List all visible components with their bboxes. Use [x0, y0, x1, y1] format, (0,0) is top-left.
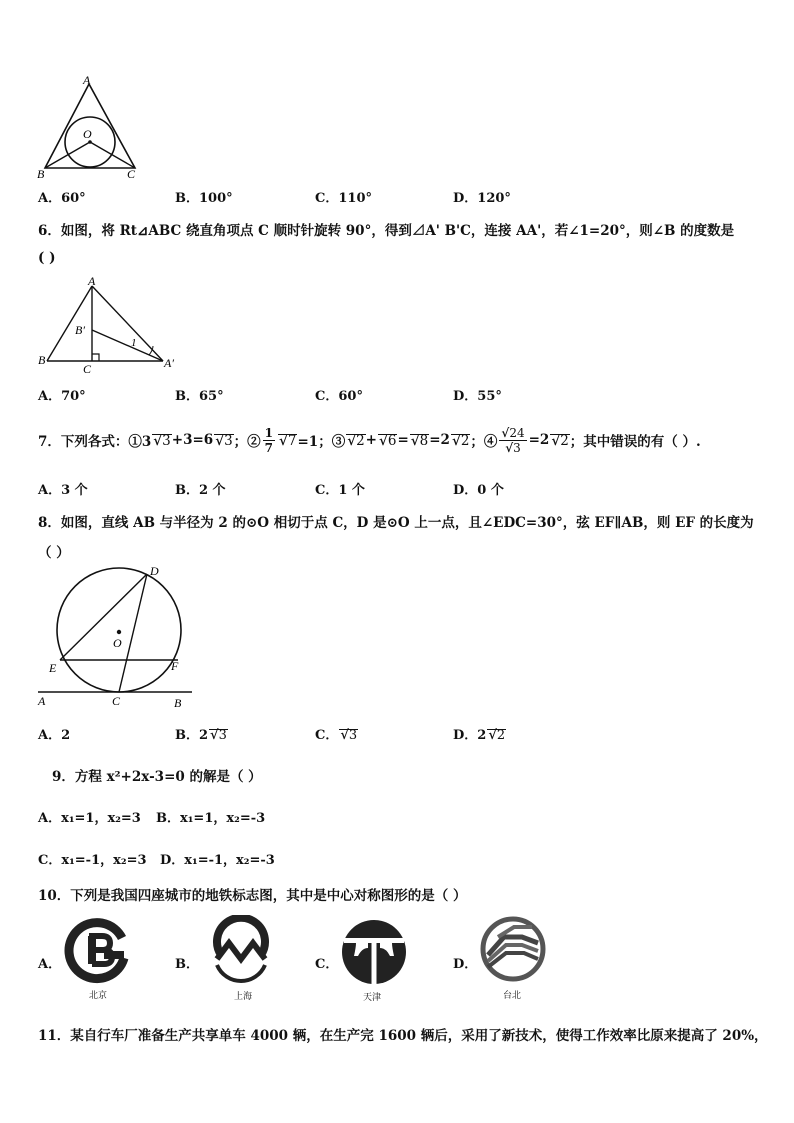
q9-option-b: B．x₁=1，x₂=-3	[156, 811, 266, 826]
q5-triangle-incircle-figure	[35, 72, 145, 182]
q9-stem: 9．方程 x²+2x-3=0 的解是（ ）	[52, 769, 262, 785]
q6-option-c: C．60°	[315, 389, 363, 404]
q7-sqrt-7: √7	[279, 432, 297, 449]
q8-label-e: E	[49, 661, 57, 675]
q10-stem: 10．下列是我国四座城市的地铁标志图，其中是中心对称图形的是（ ）	[38, 888, 467, 904]
q7-option-c: C．1 个	[315, 483, 365, 498]
q7-sqrt-3b: √3	[215, 432, 233, 449]
q7-part7: =2	[429, 432, 450, 448]
q6-label-angle-1: 1	[131, 337, 137, 349]
q7-sqrt-3a: √3	[153, 432, 171, 449]
q7-sqrt-2b: √2	[451, 432, 470, 449]
q10-option-b: B．	[175, 957, 199, 972]
q8-label-c: C	[112, 694, 121, 708]
q6-option-a: A．70°	[38, 389, 86, 404]
q10-option-a: A．	[38, 957, 62, 972]
q8-label-a: A	[38, 694, 46, 708]
q7-option-d: D．0 个	[453, 483, 504, 498]
q7-sqrt-2c: √2	[551, 432, 569, 449]
q6-stem-line1: 6．如图，将 Rt⊿ABC 绕直角项点 C 顺时针旋转 90°，得到⊿A' B'C，连接 AA'，若∠1=20°，则∠B 的度数是	[38, 223, 735, 239]
q7-part3: ；②	[233, 434, 261, 450]
q6-option-d: D．55°	[453, 389, 502, 404]
q7-option-a: A．3 个	[38, 483, 88, 498]
q10-caption-taipei: 台北	[503, 991, 522, 1001]
q10-caption-beijing: 北京	[89, 991, 108, 1001]
q8-option-a: A．2	[38, 728, 71, 743]
q5-label-b: B	[37, 167, 45, 181]
taipei-metro-logo-icon	[478, 915, 548, 983]
q7-stem	[38, 422, 701, 458]
q5-option-d: D．120°	[453, 191, 511, 206]
q8-stem-line1: 8．如图，直线 AB 与半径为 2 的⊙O 相切于点 C，D 是⊙O 上一点，且∠EDC=30°，弦 EF∥AB，则 EF 的长度为	[38, 515, 754, 531]
q8-label-o: O	[113, 636, 122, 650]
q6-label-a: A	[88, 276, 96, 288]
q7-fraction-sqrt24-sqrt3: $\frac{√24}{√3}$	[501, 425, 525, 455]
beijing-subway-logo-icon	[64, 918, 132, 986]
q9-option-d: D．x₁=-1，x₂=-3	[160, 853, 275, 868]
q7-part2: +3=6	[171, 432, 214, 448]
q6-label-b-prime: B′	[75, 323, 85, 337]
q5-option-c: C．110°	[315, 191, 372, 206]
q8-option-b: B．2 √3	[175, 728, 227, 743]
q7-fraction-1-7: $\frac{1}{7}$	[264, 425, 274, 455]
q7-part1: 7．下列各式：①3	[38, 434, 152, 450]
q10-caption-shanghai: 上海	[234, 992, 253, 1002]
q8-label-b: B	[174, 696, 182, 710]
q7-part10: ；其中错误的有（ ）.	[569, 434, 701, 450]
q6-label-b: B	[38, 353, 46, 367]
q11-stem: 11．某自行车厂准备生产共享单车 4000 辆，在生产完 1600 辆后，采用了新技术，使得工作效率比原来提高了 20%，	[38, 1028, 768, 1044]
q7-option-b: B．2 个	[175, 483, 226, 498]
q6-rotated-triangle-figure	[35, 276, 185, 376]
q8-option-c: C． √3	[315, 728, 358, 743]
q9-option-a: A．x₁=1，x₂=3	[38, 811, 141, 826]
q5-option-b: B．100°	[175, 191, 233, 206]
q8-stem-line2: （ ）	[38, 545, 70, 561]
q6-label-c: C	[83, 362, 92, 376]
q5-label-a: A	[83, 73, 91, 87]
q7-part5: +	[365, 432, 377, 448]
q8-label-d: D	[150, 564, 159, 578]
q7-part4: =1；③	[297, 434, 346, 450]
q9-option-c: C．x₁=-1，x₂=3	[38, 853, 147, 868]
q8-option-d: D．2 √2	[453, 728, 506, 743]
q8-circle-tangent-figure	[35, 562, 200, 712]
q7-part9: =2	[528, 432, 550, 448]
q6-label-a-prime: A′	[164, 356, 174, 370]
q7-part6: =	[397, 432, 409, 448]
q10-option-d: D．	[453, 957, 478, 972]
shanghai-metro-logo-icon	[207, 915, 275, 983]
q5-option-a: A．60°	[38, 191, 86, 206]
q8-label-f: F	[171, 659, 179, 673]
q5-label-c: C	[127, 167, 136, 181]
q6-option-b: B．65°	[175, 389, 224, 404]
tianjin-metro-logo-icon	[340, 918, 408, 986]
q7-sqrt-2a: √2	[347, 432, 365, 449]
q7-sqrt-8: √8	[410, 432, 429, 449]
q7-part8: ；④	[470, 434, 498, 450]
q7-sqrt-6: √6	[378, 432, 397, 449]
q5-label-o: O	[83, 127, 92, 141]
q10-option-c: C．	[315, 957, 339, 972]
q6-stem-line2: ( )	[38, 250, 56, 266]
q10-caption-tianjin: 天津	[363, 993, 382, 1003]
